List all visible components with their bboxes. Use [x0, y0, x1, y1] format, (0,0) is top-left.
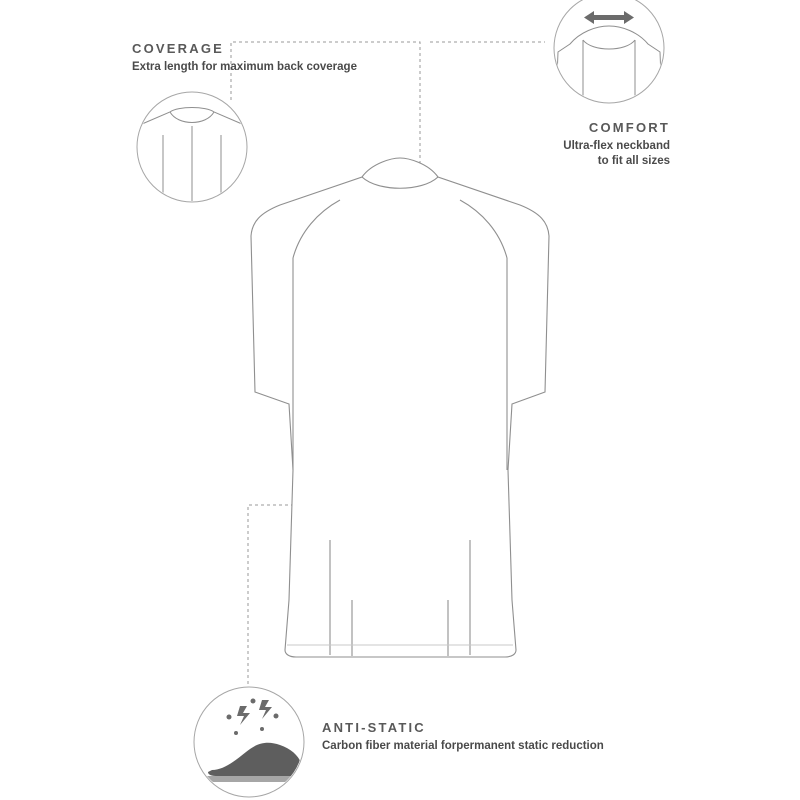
cape-illustration [251, 158, 549, 657]
callout-antistatic [322, 720, 652, 754]
callout-coverage-title: COVERAGE [132, 41, 225, 56]
callout-comfort-desc-line1: Ultra-flex neckband [563, 140, 670, 152]
callout-comfort [470, 120, 670, 169]
detail-circle-antistatic [194, 687, 304, 797]
callout-coverage [132, 41, 392, 75]
detail-circle-coverage [132, 92, 252, 215]
callout-comfort-desc [470, 139, 670, 169]
cape-outline [251, 158, 549, 657]
detail-circle-comfort [554, 0, 664, 103]
callout-antistatic-title: ANTI-STATIC [322, 720, 426, 735]
callout-comfort-desc-line2: to fit all sizes [597, 155, 670, 167]
callout-comfort-title: COMFORT [588, 120, 670, 135]
callout-antistatic-desc: Carbon fiber material forpermanent static reduction [322, 740, 604, 752]
callout-coverage-desc: Extra length for maximum back coverage [132, 61, 357, 73]
